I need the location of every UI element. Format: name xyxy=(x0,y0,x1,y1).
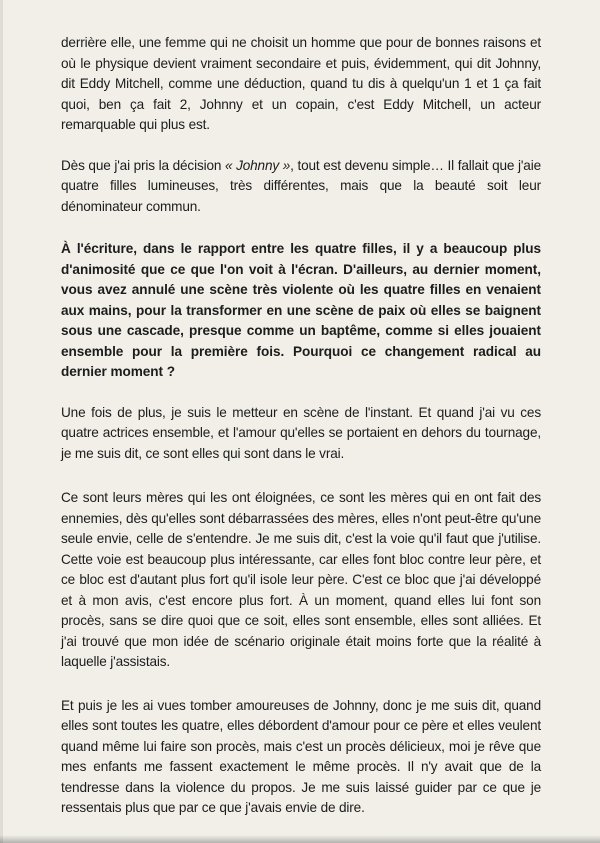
paragraph-1: derrière elle, une femme qui ne choisit un homme que pour de bonnes raisons et où le physique devient vraiment secondaire et puis, évidemment, qui dit Johnny, dit Eddy Mitchell, comme une déduction, quand tu dis à quelqu'un 1 et 1 ça fait quoi, ben ça fait 2, Johnny et un copain, c'est Eddy Mitchell, un acteur remarquable qui plus est. xyxy=(61,35,541,132)
page-bottom-shadow xyxy=(0,835,600,843)
answer-paragraph-2: Ce sont leurs mères qui les ont éloignées, ce sont les mères qui en ont fait des ennemies, dès qu'elles sont débarrassées des mères, elles n'ont peut-être qu'une seule envie, celle de s'entendre. Je me suis dit, c'est la voie qu'il faut que j'utilise. Cette voie est beaucoup plus intéressante, car elles font bloc contre leur père, et ce bloc est d'autant plus fort qu'il isole leur père. C'est ce bloc que j'ai développé et à mon avis, c'est encore plus fort. À un moment, quand elles lui font son procès, sans se dire quoi que ce soit, elles sont ensemble, elles sont alliées. Et j'ai trouvé que mon idée de scénario originale était moins forte que la réalité à laquelle j'assistais. xyxy=(61,490,541,669)
paragraph-2-end: , tout est devenu simple… Il fallait que j'aie quatre filles lumineuses, très différentes, mais que la beauté soit leur dénominateur commun. xyxy=(61,157,541,214)
answer-paragraph-1: Une fois de plus, je suis le metteur en scène de l'instant. Et quand j'ai vu ces quatre actrices ensemble, et l'amour qu'elles se portaient en dehors du tournage, je me suis dit, ce sont elles qui sont dans le vrai. xyxy=(61,404,541,461)
paragraph-2-start: Dès que j'ai pris la décision xyxy=(61,157,225,173)
answer-paragraph-3: Et puis je les ai vues tomber amoureuses de Johnny, donc je me suis dit, quand elles sont toutes les quatre, elles débordent d'amour pour ce père et elles veulent quand même lui faire son procès, mais c'est un procès délicieux, moi je rêve que mes enfants me fassent exactement le même procès. Il n'y avait que de la tendresse dans la violence du propos. Je me suis laissé guider par ce que je ressentais plus que par ce que j'avais envie de dire. xyxy=(61,697,541,815)
interview-question: À l'écriture, dans le rapport entre les quatre filles, il y a beaucoup plus d'animosité que ce que l'on voit à l'écran. D'ailleurs, au dernier moment, vous avez annulé une scène très violente où les quatre filles en venaient aux mains, pour la transformer en une scène de paix où elles se baignent sous une cascade, presque comme un baptême, comme si elles jouaient ensemble pour la première fois. Pourquoi ce changement radical au dernier moment ? xyxy=(61,241,541,379)
paragraph-2 xyxy=(61,156,541,218)
page-left-edge xyxy=(0,0,3,843)
paragraph-2-italic: « Johnny » xyxy=(224,157,291,173)
